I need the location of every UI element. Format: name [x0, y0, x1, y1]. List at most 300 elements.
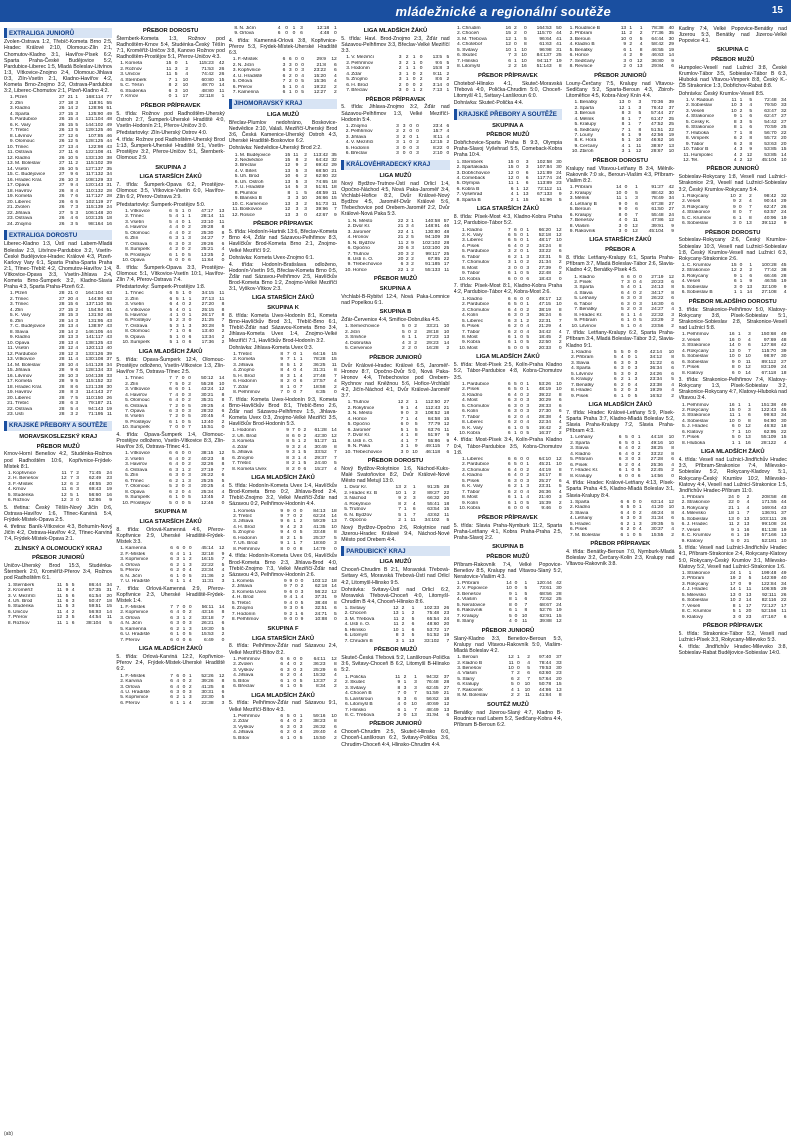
table-cell: 0 — [181, 456, 185, 462]
table-cell: 5 — [301, 90, 304, 96]
subsection-heading: LIGA MLADŠÍCH ŽÁKŮ — [138, 348, 203, 355]
table-cell: 3 — [174, 88, 178, 94]
table-cell: 2 — [221, 419, 225, 425]
team-name: Jihlava — [237, 450, 253, 456]
table-cell: 2 — [299, 719, 303, 725]
team-name: Písek — [687, 365, 700, 371]
table-cell: 4 — [526, 414, 530, 420]
table-cell: 2 — [401, 606, 405, 611]
table-cell: 43:16 — [201, 610, 214, 616]
table-cell: 6. — [125, 403, 130, 409]
table-cell: 0 — [181, 387, 185, 393]
subsection-heading: PŘEBOR JUNIORŮ — [481, 627, 535, 634]
table-cell: 3 — [75, 205, 79, 211]
table-cell: 0 — [627, 371, 631, 377]
table-cell: 7. — [7, 615, 12, 621]
table-cell: 6 — [618, 462, 622, 468]
table-cell: 1 — [516, 197, 519, 203]
table-cell: 41 — [556, 42, 562, 48]
team-name: Kralupy — [462, 682, 479, 688]
table-cell: 3 — [403, 696, 407, 702]
table-row — [4, 324, 112, 329]
table-cell: 62:47 — [764, 114, 777, 120]
table-cell: 40 — [106, 346, 112, 352]
table-cell: 23:22 — [313, 68, 326, 74]
table-cell: 44 — [106, 139, 112, 145]
table-cell: 5 — [402, 329, 405, 335]
table-cell: 81:138 — [761, 527, 777, 533]
table-cell: 5 — [188, 573, 192, 579]
team-name: Kometa — [236, 578, 254, 584]
team-name: Příbram — [461, 580, 480, 586]
table-cell: 8 — [731, 365, 735, 371]
table-cell: 6. — [461, 254, 467, 260]
table-cell: 9 — [280, 357, 284, 363]
table-cell: 0 — [403, 712, 407, 718]
table-cell: 5. — [120, 568, 125, 574]
table-cell: 5 — [109, 620, 112, 626]
table-cell: 3. — [9, 302, 14, 308]
table-row — [116, 94, 224, 99]
table-cell: 14 — [284, 185, 291, 191]
table-cell: 6. — [120, 573, 125, 579]
table-cell: 30 — [781, 354, 787, 360]
table-cell: 0 — [182, 340, 185, 346]
table-cell: 2 — [749, 268, 753, 274]
table-cell: 6 — [169, 467, 172, 473]
table-cell: 1 — [739, 114, 743, 120]
table-cell: 94:80 — [763, 418, 777, 424]
table-cell: 2. — [233, 357, 238, 363]
table-cell: 41 — [556, 36, 562, 42]
team-name: Liberec — [467, 318, 484, 324]
table-cell: 11 — [522, 619, 528, 625]
table-cell: 11 — [444, 512, 450, 518]
table-cell: 4 — [639, 323, 642, 329]
table-cell: 9 — [295, 163, 299, 169]
table-cell: 4 — [221, 489, 225, 495]
table-cell: 25:37 — [313, 535, 326, 541]
table-cell: 9. — [125, 252, 130, 258]
table-cell: 0 — [188, 451, 191, 457]
standings-table — [566, 100, 674, 155]
table-cell: 40 — [781, 576, 787, 582]
table-cell: 0 — [419, 60, 423, 66]
table-cell: 208:58 — [761, 494, 777, 500]
table-cell: 40 — [668, 26, 675, 31]
team-name: Letňany — [579, 296, 597, 302]
table-cell: 26 — [59, 106, 65, 112]
table-cell: 1 — [401, 638, 405, 644]
table-cell: 2 — [175, 403, 179, 409]
table-cell: 1 — [526, 381, 530, 387]
table-cell: 9 — [286, 428, 289, 434]
table-cell: 6 — [75, 133, 79, 139]
table-cell: 1 — [638, 505, 642, 511]
table-cell: 5 — [731, 435, 735, 441]
table-cell: 4. — [461, 398, 467, 404]
table-cell: 12 — [67, 139, 74, 145]
table-cell: 15 — [507, 165, 514, 171]
table-cell: 4 — [175, 307, 179, 313]
table-cell: 11 — [393, 616, 399, 622]
table-cell: 25 — [556, 597, 562, 603]
table-cell: 0 — [405, 449, 409, 455]
table-cell: 0 — [416, 123, 419, 129]
team-name: Liberec — [14, 199, 32, 205]
table-cell: 6 — [175, 451, 179, 457]
table-cell: 3 — [514, 478, 517, 484]
table-cell: 1 — [414, 674, 417, 680]
table-cell: 5. — [681, 516, 686, 522]
table-cell: 3 — [65, 615, 69, 621]
team-name: Třinec — [130, 291, 144, 297]
team-name: H. Brod — [238, 524, 255, 530]
table-cell: 7. — [681, 603, 686, 609]
table-cell: 3 — [295, 201, 299, 207]
table-cell: 15 — [781, 435, 787, 441]
table-cell: 8:6 — [435, 77, 443, 83]
table-cell: 106:148 — [85, 210, 104, 216]
table-cell: 3 — [639, 307, 642, 313]
table-cell: 2 — [446, 346, 450, 352]
team-name: Zlín — [130, 473, 139, 479]
table-cell: 0 — [633, 290, 636, 296]
table-cell: 3 — [627, 280, 630, 285]
table-cell: 98:42 — [764, 193, 777, 199]
subsection-heading: LIGA MLADŠÍCH ŽÁKŮ — [138, 646, 203, 653]
table-cell: 15:32 — [313, 673, 326, 679]
table-cell: 8. — [682, 370, 687, 376]
table-cell: 8 — [221, 225, 225, 231]
team-name: Uh. Brod — [237, 433, 257, 439]
table-cell: 2 — [403, 501, 407, 507]
table-cell: 1 — [514, 591, 518, 597]
team-name: Přerov — [125, 568, 140, 574]
team-name: Litomyšl — [462, 64, 481, 70]
table-cell: 22 — [668, 127, 675, 133]
table-cell: 6 — [286, 656, 290, 662]
table-cell: 12:15 — [430, 140, 443, 146]
team-name: Žďár — [238, 719, 249, 725]
table-cell: 4 — [75, 144, 79, 150]
table-cell: 9. — [461, 271, 467, 277]
table-cell: 120:44 — [536, 580, 552, 586]
team-name: Kladno B — [574, 42, 595, 48]
table-cell: 3 — [396, 151, 399, 157]
table-cell: 1 — [416, 134, 419, 140]
team-name: Ústí n. O. — [352, 256, 374, 262]
team-name: Kopřivnice — [125, 695, 149, 701]
table-cell: 171:55 — [761, 500, 777, 506]
table-cell: 6 — [280, 673, 284, 679]
team-name: Jihlava — [238, 730, 254, 736]
team-name: Jaroměř — [352, 427, 371, 433]
table-cell: 10 — [668, 149, 675, 155]
table-cell: 15 — [218, 77, 225, 83]
table-cell: 6 — [507, 340, 511, 346]
team-name: Prostějov — [130, 318, 151, 324]
team-name: Uh. Ostroh — [239, 179, 264, 185]
table-cell: 2 — [414, 340, 417, 346]
table-cell: 5 — [749, 97, 753, 103]
table-cell: 8 — [280, 384, 284, 390]
team-name: Břeclav — [239, 163, 257, 169]
table-cell: 11 — [57, 609, 63, 615]
team-name: Kobra — [467, 431, 481, 436]
table-cell: 5 — [75, 166, 79, 172]
table-cell: 10 — [67, 373, 74, 379]
table-cell: 4 — [303, 455, 307, 461]
team-name: Litomyšl — [349, 633, 368, 639]
table-cell: 8 — [398, 501, 401, 507]
table-cell: 3 — [286, 373, 290, 379]
team-name: Strakonice — [686, 500, 710, 506]
team-name: Krnov — [125, 94, 139, 100]
table-cell: 5 — [169, 214, 172, 220]
table-cell: 2 — [291, 466, 295, 472]
team-name: Dvůr Kr. — [352, 433, 371, 439]
table-cell: 164:53 — [536, 26, 552, 31]
table-cell: 5 — [400, 427, 404, 433]
table-cell: 3 — [70, 221, 74, 227]
table-cell: 15 — [523, 197, 529, 203]
table-cell: 6 — [671, 371, 675, 377]
table-cell: 1 — [627, 122, 631, 128]
table-cell: 1 — [739, 290, 743, 296]
table-cell: 5 — [638, 532, 642, 538]
results-text: Dohrávka: Nedvědice-Uherský Brod 2:2. — [228, 145, 322, 152]
table-cell: 1 — [175, 419, 179, 425]
table-cell: 18 — [106, 216, 112, 222]
table-cell: 12 — [556, 619, 562, 625]
table-cell: 6 — [626, 499, 630, 505]
subsection-heading: PŘEBOR A — [605, 247, 636, 254]
table-row — [679, 103, 787, 108]
table-row — [4, 194, 112, 199]
table-cell: 26 — [59, 177, 65, 183]
team-name: Hodonín — [351, 66, 370, 72]
table-cell: 5. — [570, 457, 575, 463]
table-cell: 13 — [67, 128, 74, 134]
table-cell: 14 — [729, 587, 736, 593]
table-cell: 2 — [185, 66, 189, 72]
table-row — [566, 377, 674, 382]
table-cell: 5. — [461, 403, 467, 409]
results-text: Nový Bydžov-Trutnov-Ústí nad Orlicí 1:4, Opočno-Náchod 4:5, Nová Paka-Jaroměř 3:4, Vrchlabí-Hořice 8:2, Dvůr Králové-Nový Bydžov 4:5, Jaroměř-Dvůr Králové 5:6, Třebechovice pod Orebem-Jaroměř 2:2, Dvůr Králové-Nová Paka 5:3. — [341, 180, 450, 218]
table-cell: 10. — [571, 323, 579, 329]
table-row — [566, 324, 674, 329]
team-name: Uničov — [125, 72, 141, 78]
table-cell: 3 — [514, 409, 517, 415]
team-name: Semechovice — [350, 324, 380, 330]
table-cell: 0 — [181, 495, 185, 501]
table-cell: 7. — [347, 251, 352, 257]
table-cell: 1 — [414, 400, 418, 406]
table-cell: 46:24 — [651, 510, 664, 516]
table-cell: 0 — [293, 379, 297, 385]
table-cell: 6 — [402, 335, 405, 341]
table-cell: 0 — [299, 508, 303, 514]
table-cell: 24 — [781, 522, 787, 528]
table-cell: 26:36 — [538, 489, 551, 495]
team-name: Kopřivnice — [125, 557, 149, 563]
table-cell: 83:109 — [761, 365, 777, 371]
table-cell: 70:59 — [764, 125, 777, 131]
team-name: V. Meziříčí — [12, 593, 36, 599]
team-name: Vítkovice — [130, 307, 151, 313]
table-cell: 0 — [295, 600, 298, 606]
table-cell: 21 — [397, 224, 404, 230]
table-cell: 9 — [671, 229, 675, 234]
table-cell: 0 — [304, 212, 308, 218]
table-cell: 6 — [733, 215, 736, 221]
table-cell: 27 — [59, 210, 65, 216]
team-name: V. Meziříčí — [350, 140, 374, 146]
table-cell: 11 — [219, 296, 225, 302]
table-cell: 4. — [232, 444, 237, 450]
table-cell: 33:102 — [424, 638, 440, 644]
team-name: Sobieslav — [687, 418, 709, 424]
table-row — [4, 139, 112, 144]
table-cell: 10 — [729, 598, 736, 604]
table-cell: 6 — [170, 573, 173, 579]
table-cell: 4 — [75, 340, 79, 346]
table-cell: 12 — [331, 589, 337, 595]
table-cell: 10 — [556, 387, 562, 393]
table-cell: 11 — [219, 88, 225, 94]
table-cell: 5 — [621, 138, 625, 144]
results-text: Liberec-Kladno 1:3, Ústí nad Labem-Mladá Boleslav 2:3, Litvínov-Pardubice 3:2, Vsetín-České Budějovice-Hradec Králové 4:3, Plzeň-Karlovy Vary 6:1, Sparta Praha-Sparta Praha 2:1, Třinec-Třebíč 4:2, Chomutov-Havířov 1:4, Vítkovice-Opava 3:3, Vsetín-Jihlava 2:4, Kometa Brno-Šumperk 3:2, Kladno-Slavia Praha 4:3, Sparta Praha-Plzeň 6:2. — [4, 241, 113, 291]
table-cell: 4 — [746, 500, 750, 506]
table-cell: 58:42 — [651, 42, 664, 48]
table-cell: 6 — [671, 301, 675, 307]
team-name: Humpolec — [690, 152, 713, 158]
table-cell: 4 — [510, 687, 514, 693]
table-cell: 10 — [331, 713, 337, 719]
team-name: Č. Krumlov — [686, 609, 712, 615]
table-cell: 12 — [443, 702, 450, 708]
table-cell: 7 — [221, 615, 225, 621]
table-cell: 26 — [218, 66, 225, 72]
table-cell: 12 — [67, 351, 74, 357]
table-cell: 4. — [9, 111, 14, 117]
table-cell: 26 — [218, 72, 225, 78]
table-cell: 0 — [633, 301, 636, 307]
table-cell: 0 — [739, 262, 743, 268]
team-name: Rokycany — [687, 204, 709, 210]
table-cell: 4 — [300, 595, 304, 601]
table-cell: 1 — [733, 290, 737, 296]
table-cell: 3 — [175, 236, 179, 242]
table-cell: 7. — [569, 218, 574, 224]
team-name: Přerov — [125, 700, 140, 706]
table-cell: 29:35 — [651, 521, 664, 527]
table-cell: 4 — [514, 392, 517, 398]
table-cell: 3 — [526, 403, 530, 409]
table-cell: 4 — [221, 403, 225, 409]
table-cell: 6 — [169, 208, 172, 214]
table-cell: 4. — [574, 116, 579, 122]
table-cell: 11 — [68, 150, 74, 156]
table-cell: 12 — [746, 157, 753, 163]
table-cell: 5 — [221, 562, 225, 568]
table-cell: 3. — [570, 360, 576, 366]
table-cell: 56:70 — [764, 130, 777, 136]
table-cell: 1 — [514, 340, 517, 346]
table-cell: 0 — [295, 62, 298, 68]
table-cell: 2 — [176, 568, 180, 574]
table-cell: 9 — [414, 444, 418, 450]
results-text: 7. třída: Orlová-Kamenná 2:9, Přerov-Kopřivnice 2:3, Uherské Hradiště-Frýdek-Místek 1:4. — [116, 585, 225, 604]
table-cell: 72:62 — [539, 597, 552, 603]
standings-table — [116, 61, 224, 99]
table-cell: 4 — [514, 243, 517, 249]
table-cell: 5. — [125, 312, 130, 318]
team-name: Zbiroh — [579, 149, 594, 155]
table-cell: 4 — [75, 296, 79, 302]
results-text: 8. třída: Písek-Most 4:3, Kladno-Kobra Praha 1:2, Pardubice-Tábor 5:2. — [453, 214, 563, 227]
table-cell: 10 — [411, 702, 417, 708]
table-cell: 9 — [283, 578, 287, 584]
table-cell: 3 — [402, 123, 406, 129]
table-cell: 4 — [169, 247, 172, 253]
table-cell: 2 — [739, 108, 743, 114]
table-cell: 38:48 — [314, 600, 328, 606]
table-cell: 2. — [120, 679, 125, 685]
team-name: Kladno B — [462, 660, 483, 666]
table-cell: 1 — [176, 632, 180, 638]
table-cell: 12 — [61, 492, 67, 498]
table-cell: 0 — [736, 538, 740, 544]
table-cell: 4 — [783, 290, 787, 296]
table-cell: 1 — [627, 132, 631, 138]
team-name: Vítkovice — [130, 451, 151, 457]
table-cell: 2 — [739, 157, 743, 163]
table-cell: 7 — [620, 280, 624, 285]
table-cell: 3 — [176, 690, 180, 695]
table-cell: 27 — [781, 119, 787, 125]
table-cell: 0 — [412, 71, 416, 77]
table-cell: 0 — [516, 176, 519, 181]
table-cell: 43 — [106, 318, 112, 324]
team-name: Třinec — [130, 214, 144, 220]
table-cell: 4. — [125, 392, 130, 398]
table-cell: 32 — [781, 193, 787, 199]
table-cell: 14 — [443, 340, 450, 346]
table-cell: 3 — [75, 210, 79, 216]
table-row — [4, 621, 112, 626]
team-name: Bítov — [238, 735, 250, 741]
table-cell: 7. — [347, 433, 352, 439]
table-row — [679, 598, 787, 603]
table-cell: 0 — [293, 667, 297, 673]
table-cell: 3 — [401, 633, 405, 639]
table-cell: 10. — [122, 500, 130, 506]
table-cell: 63:76 — [427, 427, 441, 433]
table-cell: 38 — [106, 155, 112, 161]
table-cell: 4 — [400, 433, 404, 439]
table-cell: 6 — [280, 662, 284, 668]
table-cell: 27 — [59, 161, 65, 167]
team-name: V. Meziříčí — [351, 55, 374, 61]
team-name: Řevnice — [574, 64, 593, 70]
table-cell: 1 — [286, 735, 290, 741]
team-name: Tábor — [579, 301, 593, 307]
table-cell: 1. — [9, 291, 14, 297]
table-cell: 15 — [443, 416, 450, 422]
table-cell: 1 — [182, 695, 186, 701]
